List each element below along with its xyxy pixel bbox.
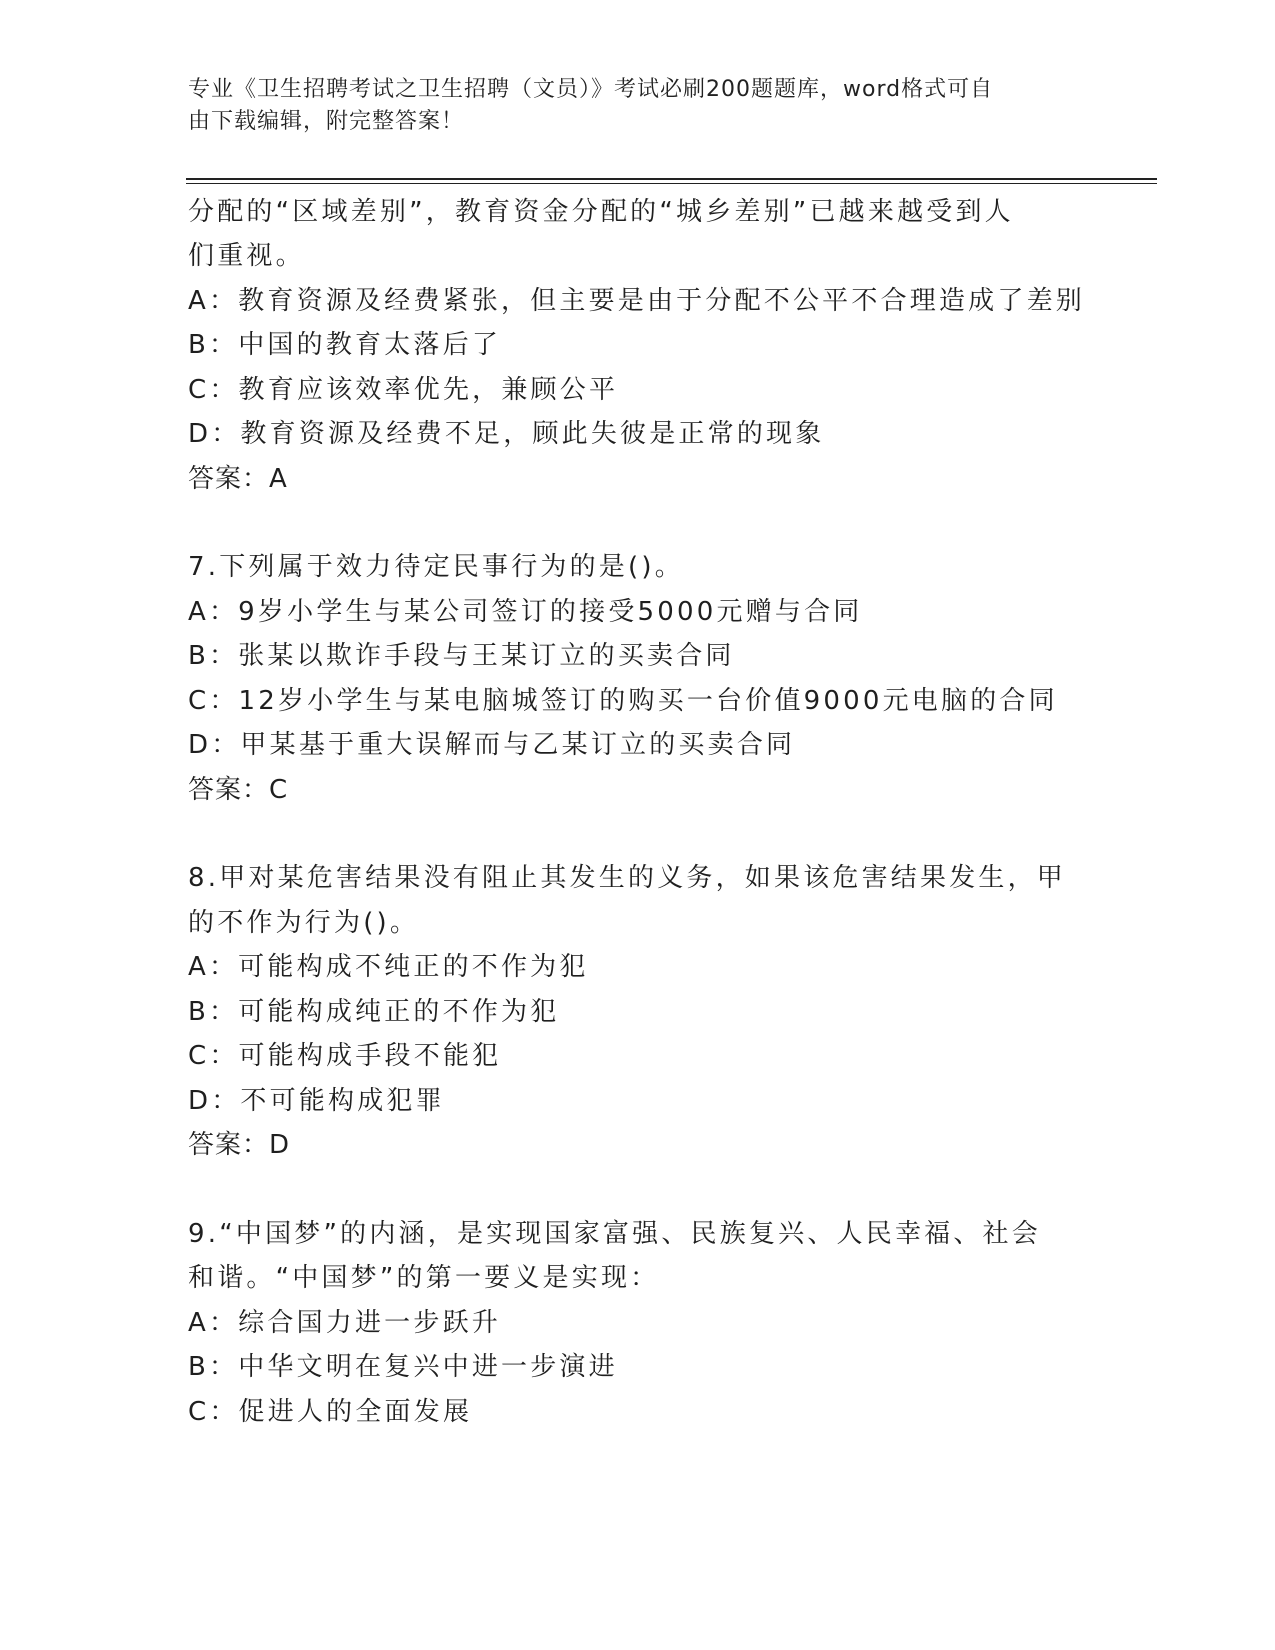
header-divider-thick <box>186 178 1157 180</box>
q8-option-b: B：可能构成纯正的不作为犯 <box>188 997 560 1027</box>
header-title-line-1: 专业《卫生招聘考试之卫生招聘（文员）》考试必刷200题题库，word格式可自 <box>188 77 994 102</box>
q9-stem-line-2: 和谐。“中国梦”的第一要义是实现： <box>188 1263 660 1293</box>
header-divider-thin <box>186 183 1157 184</box>
header-title-line-2: 由下载编辑，附完整答案！ <box>188 109 465 134</box>
q9-option-a: A：综合国力进一步跃升 <box>188 1308 501 1338</box>
q9-option-c: C：促进人的全面发展 <box>188 1397 473 1427</box>
q7-stem-line-1: 7.下列属于效力待定民事行为的是()。 <box>188 552 684 582</box>
document-header <box>188 74 1088 138</box>
q8-stem-line-1: 8.甲对某危害结果没有阻止其发生的义务，如果该危害结果发生，甲 <box>188 863 1067 893</box>
q7-option-a: A：9岁小学生与某公司签订的接受5000元赠与合同 <box>188 597 863 627</box>
q7-answer: 答案：C <box>188 775 289 805</box>
q8-option-d: D：不可能构成犯罪 <box>188 1086 445 1116</box>
q6-option-c: C：教育应该效率优先，兼顾公平 <box>188 375 619 405</box>
q8-stem-line-2: 的不作为行为()。 <box>188 908 420 938</box>
q7-option-d: D：甲某基于重大误解而与乙某订立的买卖合同 <box>188 730 796 760</box>
q7-option-b: B：张某以欺诈手段与王某订立的买卖合同 <box>188 641 735 671</box>
q8-option-c: C：可能构成手段不能犯 <box>188 1041 502 1071</box>
q6-stem-line-1: 分配的“区域差别”，教育资金分配的“城乡差别”已越来越受到人 <box>188 197 1014 227</box>
q6-option-d: D：教育资源及经费不足，顾此失彼是正常的现象 <box>188 419 825 449</box>
q9-option-b: B：中华文明在复兴中进一步演进 <box>188 1352 618 1382</box>
q6-option-b: B：中国的教育太落后了 <box>188 330 502 360</box>
q8-answer: 答案：D <box>188 1130 291 1160</box>
q7-option-c: C：12岁小学生与某电脑城签订的购买一台价值9000元电脑的合同 <box>188 686 1058 716</box>
q6-stem-line-2: 们重视。 <box>188 241 305 271</box>
q9-stem-line-1: 9.“中国梦”的内涵，是实现国家富强、民族复兴、人民幸福、社会 <box>188 1219 1041 1249</box>
q8-option-a: A：可能构成不纯正的不作为犯 <box>188 952 589 982</box>
q6-answer: 答案：A <box>188 464 288 494</box>
q6-option-a: A：教育资源及经费紧张，但主要是由于分配不公平不合理造成了差别 <box>188 286 1085 316</box>
